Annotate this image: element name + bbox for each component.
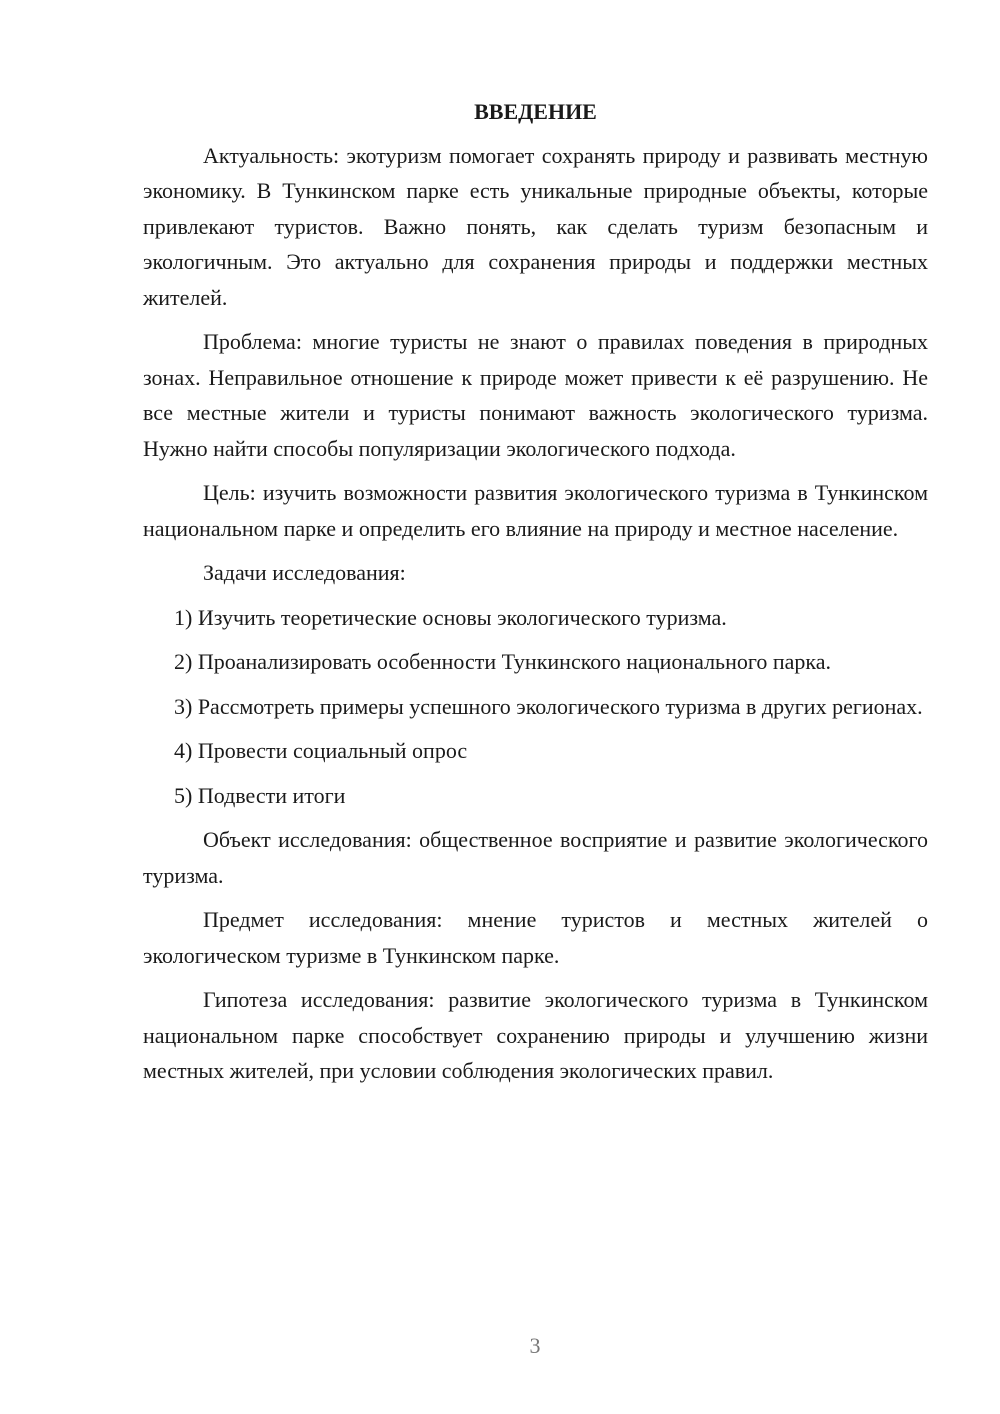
paragraph-hypothesis: Гипотеза исследования: развитие экологического туризма в Тункинском национальном парке способствует сохранению природы и улучшению жизни местных жителей, при условии соблюдения экологических правил. xyxy=(143,987,928,1083)
paragraph-relevance: Актуальность: экотуризм помогает сохранять природу и развивать местную экономику. В Тункинском парке есть уникальные природные объекты, которые привлекают туристов. Важно понять, как сделать туризм безопасным и экологичным. Это актуально для сохранения природы и поддержки местных жителей. xyxy=(143,142,928,310)
paragraph-subject: Предмет исследования: мнение туристов и местных жителей о экологическом туризме в Тункинском парке. xyxy=(143,907,928,968)
page-number: 3 xyxy=(529,1333,541,1358)
task-item: 3) Рассмотреть примеры успешного экологического туризма в других регионах. xyxy=(174,693,923,719)
tasks-heading: Задачи исследования: xyxy=(203,560,406,585)
task-item: 1) Изучить теоретические основы экологического туризма. xyxy=(174,604,727,630)
paragraph-goal: Цель: изучить возможности развития экологического туризма в Тункинском национальном парке и определить его влияние на природу и местное население. xyxy=(143,480,928,541)
page-title: ВВЕДЕНИЕ xyxy=(474,99,597,124)
task-item: 2) Проанализировать особенности Тункинского национального парка. xyxy=(174,649,831,674)
task-item: 4) Провести социальный опрос xyxy=(174,738,468,763)
paragraph-object: Объект исследования: общественное восприятие и развитие экологического туризма. xyxy=(143,827,928,888)
task-item: 5) Подвести итоги xyxy=(174,782,346,808)
document-page xyxy=(143,94,928,1098)
paragraph-problem: Проблема: многие туристы не знают о правилах поведения в природных зонах. Неправильное отношение к природе может привести к её разрушению. Не все местные жители и туристы понимают важность экологического туризма. Нужно найти способы популяризации экологического подхода. xyxy=(143,329,928,461)
